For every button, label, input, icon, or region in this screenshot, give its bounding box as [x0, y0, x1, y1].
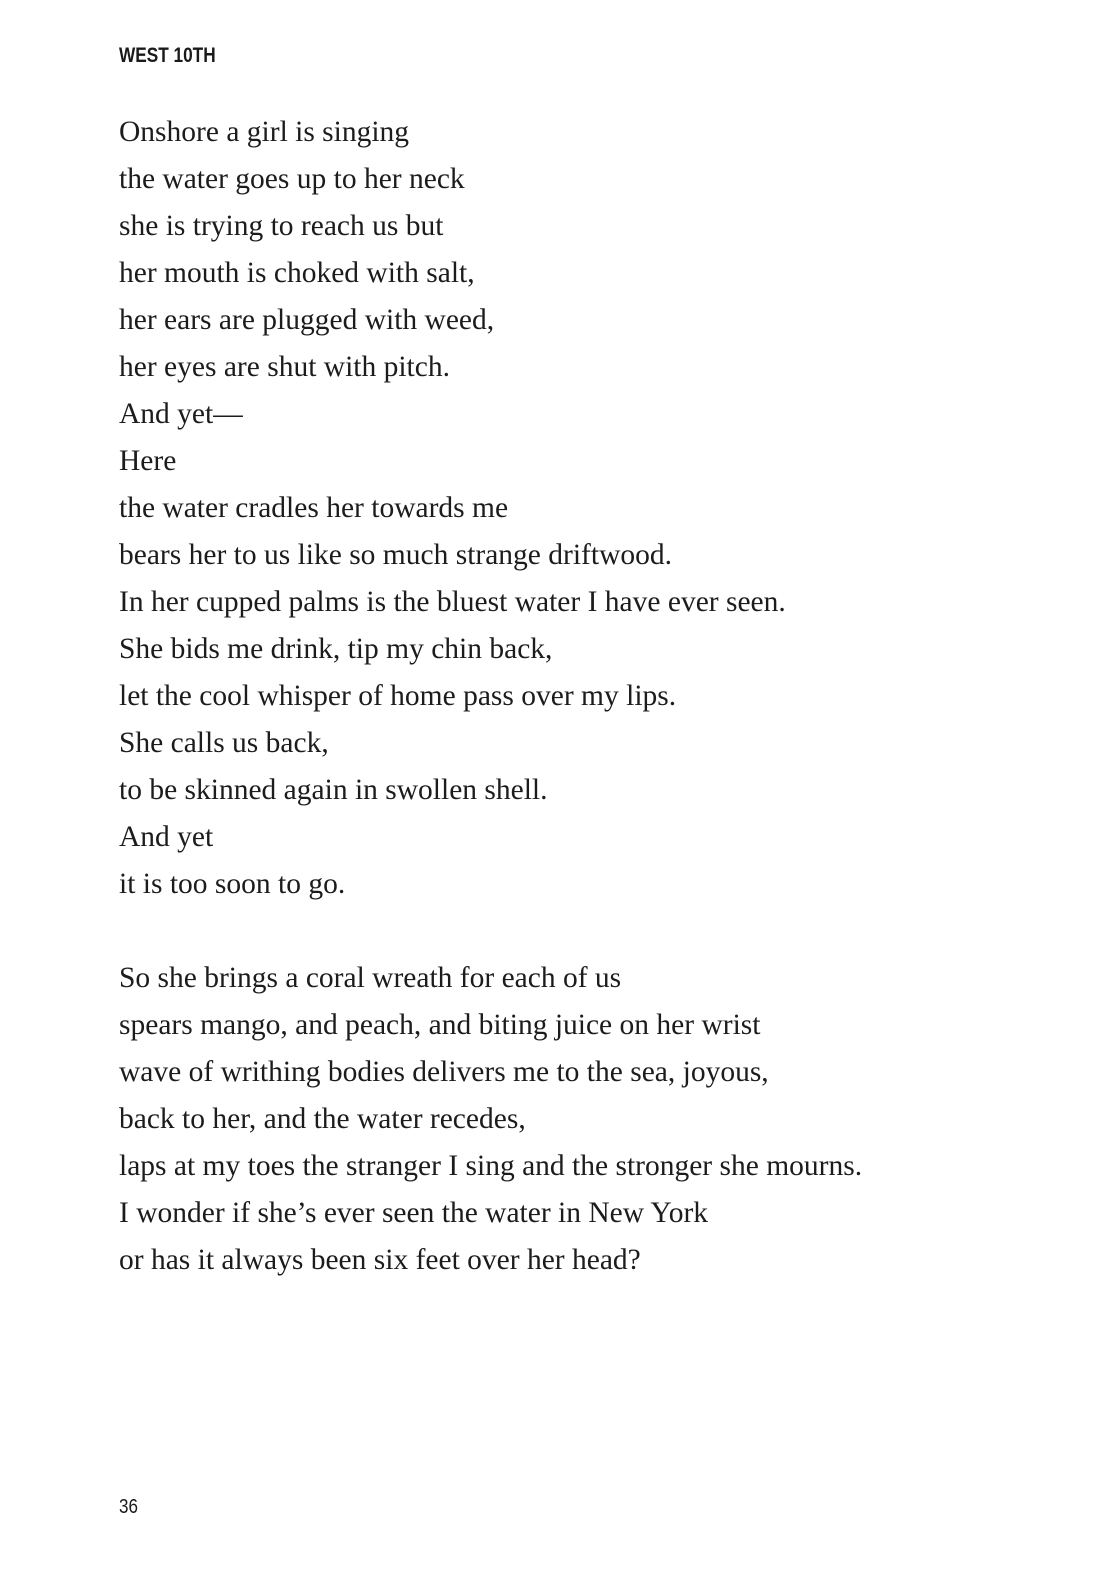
- stanza-2: [119, 958, 1019, 1287]
- poem-line: or has it always been six feet over her head?: [119, 1244, 641, 1276]
- poem-line: laps at my toes the stranger I sing and the stronger she mourns.: [119, 1150, 863, 1182]
- poem-body: [119, 112, 1019, 1287]
- poem-line: the water cradles her towards me: [119, 492, 509, 524]
- poem-line: let the cool whisper of home pass over my lips.: [119, 680, 677, 712]
- poem-line: Onshore a girl is singing: [119, 116, 410, 148]
- poem-line: her eyes are shut with pitch.: [119, 351, 450, 383]
- poem-line: Here: [119, 445, 177, 477]
- poem-line: She calls us back,: [119, 727, 329, 759]
- poem-line: she is trying to reach us but: [119, 210, 444, 242]
- page-number: 36: [119, 1496, 138, 1518]
- poem-line: So she brings a coral wreath for each of us: [119, 962, 622, 994]
- poem-line: I wonder if she’s ever seen the water in New York: [119, 1197, 709, 1229]
- poem-line: it is too soon to go.: [119, 868, 346, 900]
- poem-line: She bids me drink, tip my chin back,: [119, 633, 553, 665]
- poem-line: back to her, and the water recedes,: [119, 1103, 526, 1135]
- poem-line: to be skinned again in swollen shell.: [119, 774, 548, 806]
- poem-line: In her cupped palms is the bluest water I have ever seen.: [119, 586, 786, 618]
- poem-line: bears her to us like so much strange driftwood.: [119, 539, 672, 571]
- poem-line: her ears are plugged with weed,: [119, 304, 495, 336]
- poem-line: And yet—: [119, 398, 243, 430]
- poem-line: And yet: [119, 821, 214, 853]
- poem-line: the water goes up to her neck: [119, 163, 465, 195]
- poem-line: wave of writhing bodies delivers me to the sea, joyous,: [119, 1056, 769, 1088]
- poem-line: her mouth is choked with salt,: [119, 257, 475, 289]
- stanza-1: [119, 112, 1019, 911]
- poem-line: spears mango, and peach, and biting juice on her wrist: [119, 1009, 761, 1041]
- running-title: WEST 10TH: [119, 44, 216, 67]
